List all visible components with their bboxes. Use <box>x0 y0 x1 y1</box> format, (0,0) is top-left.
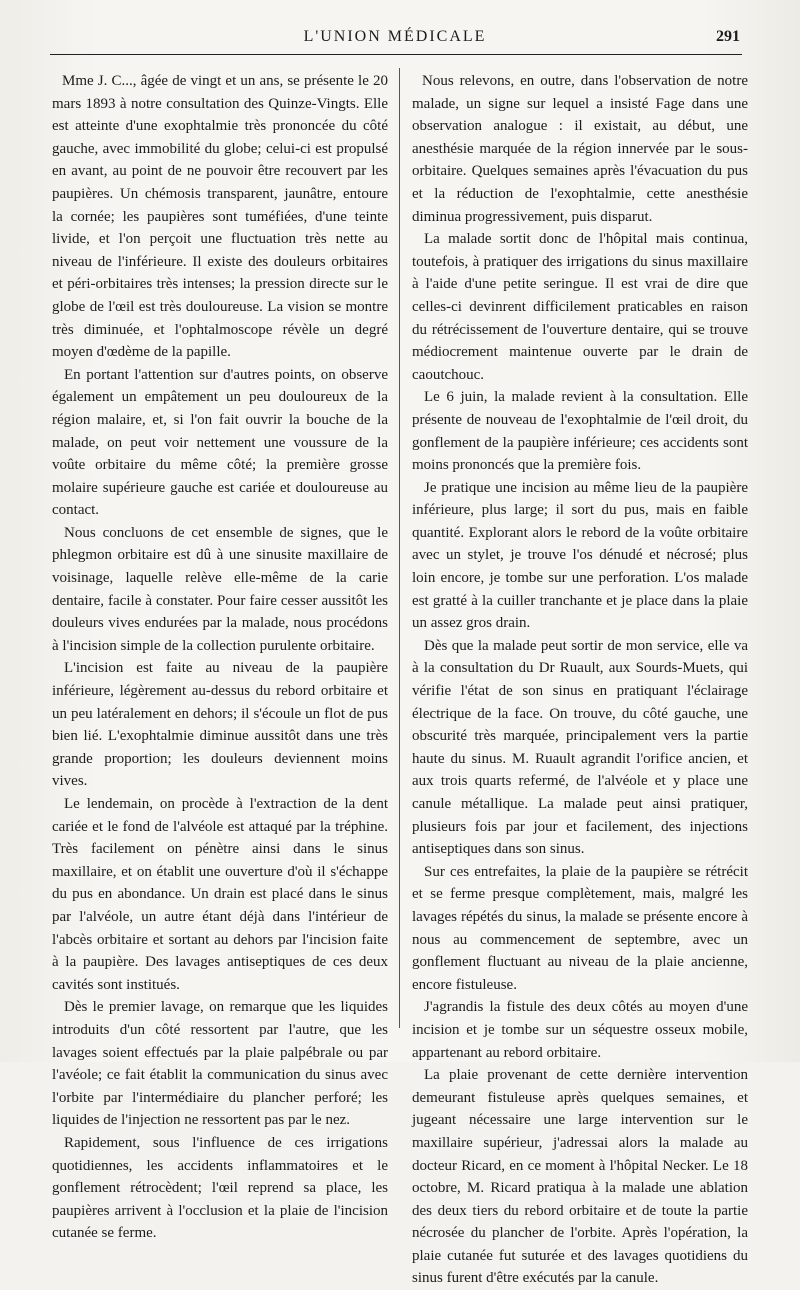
paragraph: Rapidement, sous l'influence de ces irrigations quotidiennes, les accidents inflammatoires et le gonflement rétrocèdent; l'œil reprend sa place, les paupières arrivent à l'occlusion et la plaie de l'incision cutanée se ferme. <box>52 1134 388 1242</box>
paragraph: Mme J. C..., âgée de vingt et un ans, se présente le 20 mars 1893 à notre consultation des Quinze-Vingts. Elle est atteinte d'une exophtalmie très prononcée du côté gauche, avec immobilité du globe; celui-ci est propulsé en avant, au point de ne pouvoir être recouvert par les paupières. Un chémosis transparent, jaunâtre, entoure la cornée; les paupières sont tuméfiées, d'une teinte livide, et l'on perçoit une fluctuation très nette au niveau de l'inférieure. Il existe des douleurs orbitaires et péri-orbitaires très intenses; la pression directe sur le globe de l'œil est très douloureuse. La vision se montre très diminuée, et l'ophtalmoscope révèle un degré moyen d'œdème de la papille. <box>52 73 388 361</box>
header-rule <box>50 54 742 55</box>
paragraph: Nous relevons, en outre, dans l'observation de notre malade, un signe sur lequel a insisté Fage dans une observation analogue : il existait, au début, une anesthésie marquée de la région innervée par le sous-orbitaire. Quelques semaines après l'évacuation du pus et la réduction de l'exophtalmie, cette anesthésie diminua progressivement, puis disparut. <box>412 73 748 225</box>
page-header <box>50 28 740 52</box>
paragraph: Le 6 juin, la malade revient à la consultation. Elle présente de nouveau de l'exophtalmie de l'œil droit, du gonflement de la paupière inférieure; ces accidents sont moins prononcés que la première fois. <box>412 389 748 474</box>
paragraph: Sur ces entrefaites, la plaie de la paupière se rétrécit et se ferme presque complètement, mais, malgré les lavages répétés du sinus, la malade se présente encore à nous au commencement de septembre, avec un gonflement fluctuant au niveau de la plaie ancienne, encore fistuleuse. <box>412 863 748 993</box>
paragraph: Le lendemain, on procède à l'extraction de la dent cariée et le fond de l'alvéole est attaqué par la tréphine. Très facilement on pénètre ainsi dans le sinus maxillaire, et on établit une ouverture d'où il s'échappe du pus en abondance. Un drain est placé dans le sinus par l'alvéole, un autre étant déjà dans l'intérieur de l'abcès orbitaire et sortant au dehors par l'incision faite à la paupière. Des lavages antiseptiques de ces deux cavités sont institués. <box>52 796 388 993</box>
running-title: L'UNION MÉDICALE <box>303 28 487 45</box>
paragraph: En portant l'attention sur d'autres points, on observe également un empâtement un peu douloureux de la région malaire, et, si l'on fait ouvrir la bouche de la malade, on peut voir nettement une voussure de la voûte orbitaire du même côté; la première grosse molaire supérieure gauche est cariée et douloureuse au contact. <box>52 366 388 519</box>
left-column <box>52 70 388 1245</box>
paragraph: Je pratique une incision au même lieu de la paupière inférieure, plus large; il sort du pus, mais en faible quantité. Explorant alors le rebord de la voûte orbitaire avec un stylet, je trouve l'os dénudé et nécrosé; plus loin encore, je tombe sur une perforation. L'os malade est gratté à la cuiller tranchante et je place dans la plaie un assez gros drain. <box>412 479 748 632</box>
paragraph: Nous concluons de cet ensemble de signes, que le phlegmon orbitaire est dû à une sinusite maxillaire de voisinage, laquelle relève elle-même de la carie dentaire, facile à constater. Pour faire cesser aussitôt les douleurs vives endurées par la malade, nous procédons à l'incision simple de la collection purulente orbitaire. <box>52 524 388 654</box>
paragraph: La plaie provenant de cette dernière intervention demeurant fistuleuse après quelques semaines, et jugeant nécessaire une large intervention sur le maxillaire supérieur, j'adressai alors la malade au docteur Ricard, en ce moment à l'hôpital Necker. Le 18 octobre, M. Ricard pratiqua à la malade une ablation des deux tiers du rebord orbitaire et de toute la partie nécrosée du plancher de l'orbite. Après l'opération, la plaie cutanée fut suturée et des lavages quotidiens du sinus furent d'être exécutés par la canule. <box>412 1067 748 1287</box>
paragraph: L'incision est faite au niveau de la paupière inférieure, légèrement au-dessus du rebord orbitaire et un peu latéralement en dehors; il s'écoule un flot de pus bien lié. L'exophtalmie diminue aussitôt dans une très grande proportion; les douleurs deviennent moins vives. <box>52 660 388 790</box>
paragraph: Dès que la malade peut sortir de mon service, elle va à la consultation du Dr Ruault, aux Sourds-Muets, qui vérifie l'état de son sinus en pratiquant l'éclairage électrique de la face. On trouve, du côté gauche, une obscurité très marquée, principalement vers la partie haute du sinus. M. Ruault agrandit l'orifice ancien, et aux trois quarts refermé, de l'alvéole et y place une canule métallique. La malade peut ainsi pratiquer, plusieurs fois par jour et facilement, des injections antiseptiques dans son sinus. <box>412 637 748 858</box>
column-divider <box>399 68 400 1028</box>
paragraph: Dès le premier lavage, on remarque que les liquides introduits d'un côté ressortent par l'autre, que les lavages soient effectués par la plaie palpébrale ou par l'avéole; ce fait établit la communication du sinus avec l'orbite par l'intermédiaire du plancher perforé; les liquides de l'injection ne ressortent pas par le nez. <box>52 999 388 1129</box>
paragraph: La malade sortit donc de l'hôpital mais continua, toutefois, à pratiquer des irrigations du sinus maxillaire à l'aide d'une petite seringue. Il est vrai de dire que celles-ci devinrent difficilement praticables en raison du rétrécissement de l'ouverture dentaire, qui se trouve médiocrement maintenue ouverte par le drain de caoutchouc. <box>412 231 748 383</box>
page-number: 291 <box>716 28 740 45</box>
paragraph: J'agrandis la fistule des deux côtés au moyen d'une incision et je tombe sur un séquestre osseux mobile, appartenant au rebord orbitaire. <box>412 999 748 1061</box>
right-column <box>412 70 748 1290</box>
